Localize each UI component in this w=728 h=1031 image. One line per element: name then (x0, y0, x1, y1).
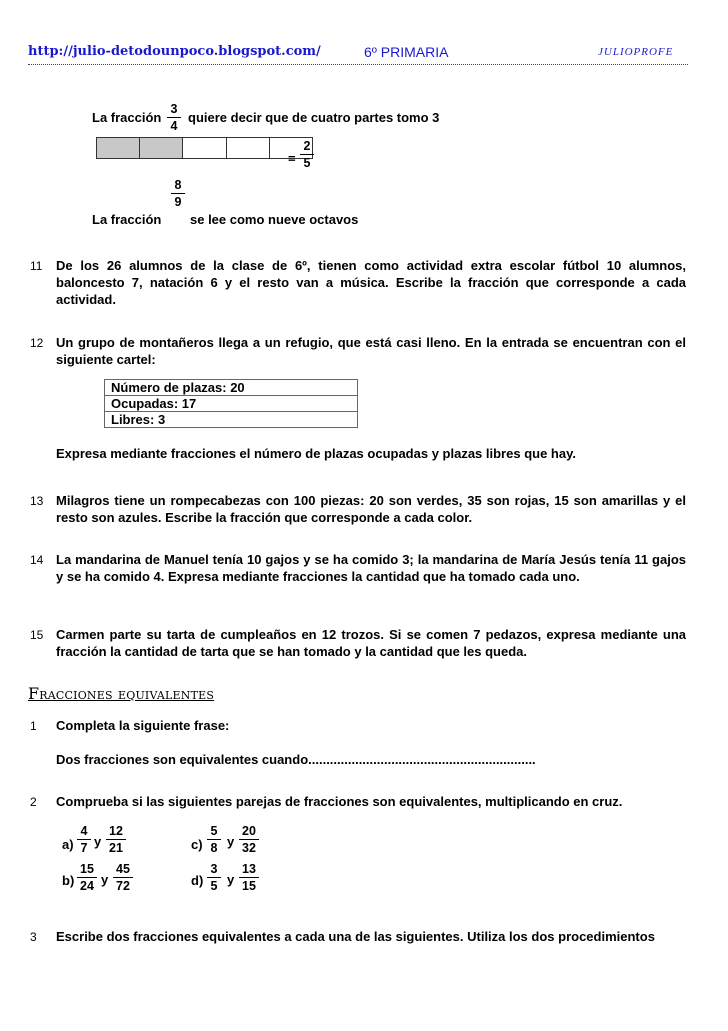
question-number: 1 (30, 719, 37, 733)
fraction: $\frac{12}{21}$ (106, 824, 126, 855)
header-level: 6º PRIMARIA (364, 44, 449, 60)
fraction: $\frac{3}{5}$ (207, 862, 221, 893)
section-q2-text: Comprueba si las siguientes parejas de fracciones son equivalentes, multiplicando en cruz. (56, 794, 623, 809)
notice-row: Libres: 3 (105, 412, 358, 428)
fraction: $\frac{5}{8}$ (207, 824, 221, 855)
question-number: 15 (30, 628, 44, 642)
pair-connector: y (94, 834, 102, 849)
section-title: Fracciones equivalentes (28, 684, 215, 703)
pair-connector: y (227, 834, 235, 849)
question-number: 3 (30, 930, 37, 944)
question-number: 14 (30, 553, 44, 567)
question-12-text: Un grupo de montañeros llega a un refugio, que está casi lleno. En la entrada se encuentran con el siguiente cartel: (56, 335, 686, 367)
question-number: 11 (30, 259, 43, 273)
notice-row: Ocupadas: 17 (105, 396, 358, 412)
section-q3-text: Escribe dos fracciones equivalentes a cada una de las siguientes. Utiliza los dos procedimientos (56, 929, 655, 944)
intro-line1-prefix: La fracción (92, 110, 162, 125)
bar-cell (183, 138, 226, 158)
fraction: $\frac{45}{72}$ (113, 862, 133, 893)
pair-label: a) (62, 837, 74, 852)
header-url[interactable]: http://julio-detodounpoco.blogspot.com/ (28, 44, 321, 59)
fraction-bar (96, 137, 313, 159)
bar-cell (227, 138, 270, 158)
section-q1-sentence: Dos fracciones son equivalentes cuando............................................................... (56, 752, 536, 767)
fraction-3-4: $\frac{3}{4}$ (167, 102, 181, 133)
fraction: $\frac{13}{15}$ (239, 862, 259, 893)
question-number: 13 (30, 494, 44, 508)
refuge-notice (104, 379, 358, 428)
question-11-text: De los 26 alumnos de la clase de 6º, tienen como actividad extra escolar fútbol 10 alumnos, baloncesto 7, natación 6 y el resto van a música. Escribe la fracción que corresponde a cada actividad. (56, 258, 686, 307)
question-number: 12 (30, 336, 44, 350)
pair-label: b) (62, 873, 75, 888)
intro-line2-prefix: La fracción (92, 212, 162, 227)
fraction-8-9: $\frac{8}{9}$ (171, 178, 185, 209)
fraction: $\frac{4}{7}$ (77, 824, 91, 855)
question-15-text: Carmen parte su tarta de cumpleaños en 12 trozos. Si se comen 7 pedazos, expresa mediante una fracción la cantidad de tarta que se han tomado y la cantidad que les queda. (56, 627, 686, 659)
notice-followup: Expresa mediante fracciones el número de plazas ocupadas y plazas libres que hay. (56, 446, 576, 461)
intro-line1-suffix: quiere decir que de cuatro partes tomo 3 (188, 110, 440, 125)
fraction-2-5: $\frac{2}{5}$ (300, 139, 314, 170)
pair-label: c) (191, 837, 203, 852)
header-divider (28, 64, 688, 65)
fraction: $\frac{20}{32}$ (239, 824, 259, 855)
pair-connector: y (101, 872, 109, 887)
equals-sign: = (288, 151, 296, 166)
notice-row: Número de plazas: 20 (105, 380, 358, 396)
intro-line2-suffix: se lee como nueve octavos (190, 212, 359, 227)
pair-label: d) (191, 873, 204, 888)
section-q1-text: Completa la siguiente frase: (56, 718, 230, 733)
pair-connector: y (227, 872, 235, 887)
question-number: 2 (30, 795, 37, 809)
bar-cell-shaded (140, 138, 183, 158)
question-14-text: La mandarina de Manuel tenía 10 gajos y se ha comido 3; la mandarina de María Jesús tenía 11 gajos y se ha comido 4. Expresa mediante fracciones la cantidad que ha tomado cada uno. (56, 552, 686, 584)
bar-cell-shaded (97, 138, 140, 158)
question-13-text: Milagros tiene un rompecabezas con 100 piezas: 20 son verdes, 35 son rojas, 15 son amarillas y el resto son azules. Escribe la fracción que corresponde a cada color. (56, 493, 686, 525)
header-author: JULIOPROFE (598, 46, 674, 58)
fraction: $\frac{15}{24}$ (77, 862, 97, 893)
